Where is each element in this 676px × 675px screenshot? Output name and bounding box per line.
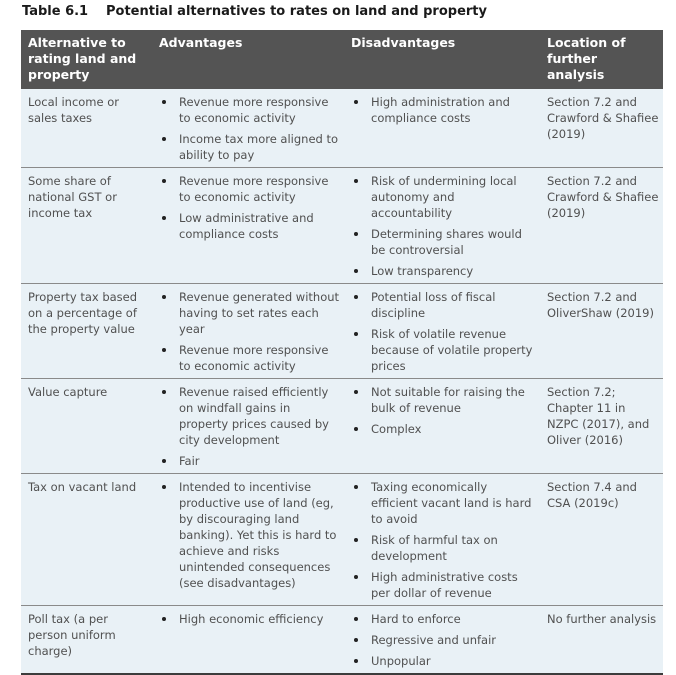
advantage-item <box>159 611 340 627</box>
disadvantages-cell <box>344 168 540 284</box>
advantages-list <box>159 94 340 163</box>
table-row <box>21 606 663 675</box>
disadvantage-item <box>351 632 536 648</box>
advantages-cell <box>152 379 344 474</box>
advantage-text: Revenue more responsive to economic activity <box>179 343 329 373</box>
bullet-icon <box>162 459 166 463</box>
advantages-list <box>159 479 340 591</box>
advantages-list <box>159 173 340 242</box>
disadvantage-text: High administration and compliance costs <box>371 95 510 125</box>
disadvantage-item <box>351 611 536 627</box>
alternative-cell: Value capture <box>21 379 152 474</box>
header-row <box>21 30 663 89</box>
location-cell: Section 7.2 and OliverShaw (2019) <box>540 284 663 379</box>
table-row <box>21 89 663 168</box>
disadvantage-item <box>351 384 536 416</box>
disadvantage-text: Taxing economically efficient vacant land is hard to avoid <box>371 480 532 526</box>
disadvantage-text: Risk of undermining local autonomy and accountability <box>371 174 517 220</box>
bullet-icon <box>354 617 358 621</box>
bullet-icon <box>354 295 358 299</box>
advantage-text: Income tax more aligned to ability to pay <box>179 132 339 162</box>
advantages-cell <box>152 89 344 168</box>
table-row <box>21 474 663 606</box>
bullet-icon <box>354 427 358 431</box>
disadvantage-item <box>351 569 536 601</box>
bullet-icon <box>354 390 358 394</box>
disadvantage-text: Potential loss of fiscal discipline <box>371 290 496 320</box>
table-caption <box>22 4 487 19</box>
disadvantage-text: Unpopular <box>371 654 431 668</box>
disadvantage-item <box>351 532 536 564</box>
advantages-cell <box>152 284 344 379</box>
disadvantages-list <box>351 384 536 437</box>
bullet-icon <box>162 485 166 489</box>
advantage-text: Revenue generated without having to set rates each year <box>179 290 340 336</box>
advantage-item <box>159 479 340 591</box>
disadvantage-item <box>351 421 536 437</box>
disadvantage-text: Determining shares would be controversial <box>371 227 522 257</box>
disadvantages-list <box>351 611 536 669</box>
disadvantage-item <box>351 289 536 321</box>
advantage-item <box>159 94 340 126</box>
location-cell: Section 7.2; Chapter 11 in NZPC (2017), and Oliver (2016) <box>540 379 663 474</box>
disadvantage-item <box>351 173 536 221</box>
disadvantages-cell <box>344 474 540 606</box>
disadvantages-list <box>351 94 536 126</box>
location-cell: Section 7.4 and CSA (2019c) <box>540 474 663 606</box>
advantages-cell <box>152 606 344 675</box>
bullet-icon <box>162 179 166 183</box>
disadvantage-text: Hard to enforce <box>371 612 461 626</box>
disadvantages-cell <box>344 379 540 474</box>
advantage-text: Fair <box>179 454 200 468</box>
disadvantages-list <box>351 289 536 374</box>
disadvantage-item <box>351 263 536 279</box>
disadvantage-item <box>351 226 536 258</box>
advantages-list <box>159 289 340 374</box>
bullet-icon <box>354 269 358 273</box>
disadvantage-text: High administrative costs per dollar of revenue <box>371 570 518 600</box>
bullet-icon <box>162 390 166 394</box>
disadvantage-text: Risk of volatile revenue because of volatile property prices <box>371 327 533 373</box>
disadvantages-cell <box>344 284 540 379</box>
bullet-icon <box>354 575 358 579</box>
bullet-icon <box>354 485 358 489</box>
advantage-item <box>159 342 340 374</box>
header-disadvantages: Disadvantages <box>344 30 540 89</box>
disadvantages-list <box>351 479 536 601</box>
location-cell: No further analysis <box>540 606 663 675</box>
advantages-list <box>159 384 340 469</box>
disadvantage-item <box>351 326 536 374</box>
advantage-item <box>159 173 340 205</box>
advantages-cell <box>152 168 344 284</box>
table-title: Potential alternatives to rates on land and property <box>106 4 487 19</box>
bullet-icon <box>162 100 166 104</box>
disadvantages-cell <box>344 606 540 675</box>
table-row <box>21 379 663 474</box>
table-body <box>21 89 663 674</box>
alternative-cell: Property tax based on a percentage of the property value <box>21 284 152 379</box>
disadvantage-text: Not suitable for raising the bulk of revenue <box>371 385 525 415</box>
disadvantages-cell <box>344 89 540 168</box>
advantage-text: Intended to incentivise productive use of land (eg, by discouraging land banking). Yet this is hard to achieve and risks unintended consequences (see disadvantages) <box>179 480 337 590</box>
alternative-cell: Some share of national GST or income tax <box>21 168 152 284</box>
bullet-icon <box>162 295 166 299</box>
advantage-text: Revenue more responsive to economic activity <box>179 174 329 204</box>
advantage-text: Revenue raised efficiently on windfall gains in property prices caused by city development <box>179 385 329 447</box>
bullet-icon <box>162 137 166 141</box>
location-cell: Section 7.2 and Crawford & Shafiee (2019) <box>540 168 663 284</box>
disadvantage-item <box>351 479 536 527</box>
alternatives-table <box>21 30 663 675</box>
bullet-icon <box>354 100 358 104</box>
table-number: Table 6.1 <box>22 4 89 19</box>
advantages-cell <box>152 474 344 606</box>
alternative-cell: Poll tax (a per person uniform charge) <box>21 606 152 675</box>
disadvantage-item <box>351 653 536 669</box>
disadvantage-text: Low transparency <box>371 264 474 278</box>
disadvantage-text: Complex <box>371 422 422 436</box>
disadvantage-text: Risk of harmful tax on development <box>371 533 498 563</box>
advantage-text: Low administrative and compliance costs <box>179 211 314 241</box>
advantage-item <box>159 453 340 469</box>
bullet-icon <box>354 638 358 642</box>
header-location: Location of further analysis <box>540 30 663 89</box>
bullet-icon <box>354 332 358 336</box>
location-cell: Section 7.2 and Crawford & Shafiee (2019) <box>540 89 663 168</box>
advantage-item <box>159 131 340 163</box>
bullet-icon <box>354 538 358 542</box>
disadvantage-text: Regressive and unfair <box>371 633 497 647</box>
bullet-icon <box>162 617 166 621</box>
disadvantages-list <box>351 173 536 279</box>
advantage-text: High economic efficiency <box>179 612 324 626</box>
header-alternative: Alternative to rating land and property <box>21 30 152 89</box>
bullet-icon <box>354 659 358 663</box>
advantages-list <box>159 611 340 627</box>
disadvantage-item <box>351 94 536 126</box>
advantage-item <box>159 210 340 242</box>
header-advantages: Advantages <box>152 30 344 89</box>
advantage-item <box>159 289 340 337</box>
alternative-cell: Local income or sales taxes <box>21 89 152 168</box>
table-row <box>21 284 663 379</box>
advantage-text: Revenue more responsive to economic activity <box>179 95 329 125</box>
bullet-icon <box>162 216 166 220</box>
table-row <box>21 168 663 284</box>
bullet-icon <box>354 232 358 236</box>
advantage-item <box>159 384 340 448</box>
bullet-icon <box>162 348 166 352</box>
bullet-icon <box>354 179 358 183</box>
alternative-cell: Tax on vacant land <box>21 474 152 606</box>
